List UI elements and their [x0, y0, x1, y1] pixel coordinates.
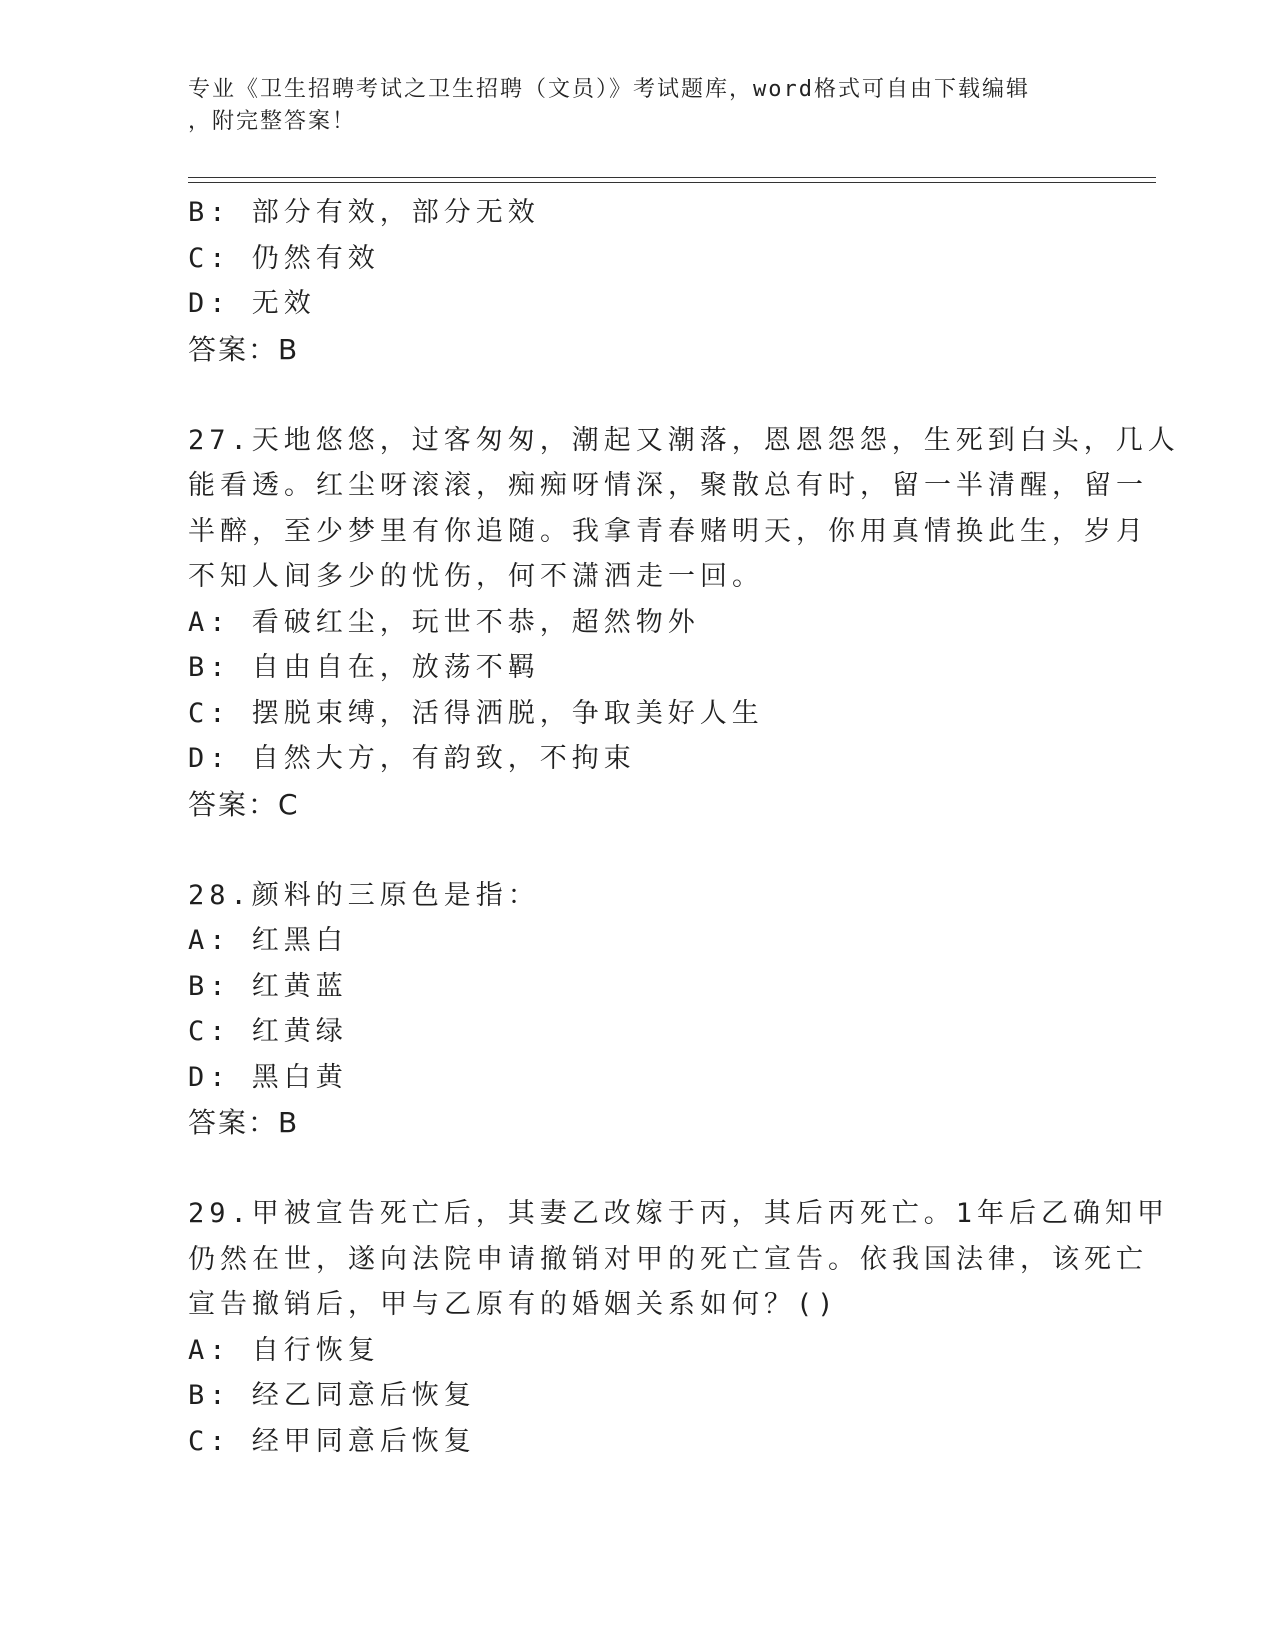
document-header [188, 74, 1068, 138]
question-26-block [188, 190, 1088, 372]
question-26-option-b: B: 部分有效，部分无效 [188, 197, 540, 228]
question-26-option-c: C: 仍然有效 [188, 242, 380, 274]
question-27-text-line-2: 能看透。红尘呀滚滚，痴痴呀情深，聚散总有时，留一半清醒，留一 [188, 470, 1148, 501]
question-26-option-d: D: 无效 [188, 288, 316, 319]
question-28-answer: 答案：B [188, 1106, 300, 1139]
question-29-text-line-1: 29.甲被宣告死亡后，其妻乙改嫁于丙，其后丙死亡。1年后乙确知甲 [188, 1198, 1170, 1229]
question-content [188, 190, 1180, 1464]
header-line-2: ，附完整答案！ [188, 109, 357, 134]
header-line-1: 专业《卫生招聘考试之卫生招聘（文员）》考试题库，word格式可自由下载编辑 [188, 77, 1030, 102]
question-29-option-b: B: 经乙同意后恢复 [188, 1380, 476, 1411]
question-27-block [188, 418, 1180, 828]
header-divider-bottom [188, 182, 1156, 183]
question-27-option-b: B: 自由自在，放荡不羁 [188, 652, 540, 683]
question-27-option-c: C: 摆脱束缚，活得洒脱，争取美好人生 [188, 697, 764, 729]
question-29-text-line-3: 宣告撤销后，甲与乙原有的婚姻关系如何？() [188, 1289, 839, 1320]
question-27-option-a: A: 看破红尘，玩世不恭，超然物外 [188, 606, 700, 638]
question-28-text: 28.颜料的三原色是指： [188, 879, 540, 911]
question-27-answer: 答案：C [188, 787, 300, 821]
spacer [188, 827, 1088, 873]
question-26-answer: 答案：B [188, 332, 300, 366]
question-29-option-a: A: 自行恢复 [188, 1334, 380, 1366]
question-28-block [188, 873, 1088, 1146]
header-divider-top [188, 177, 1156, 178]
question-27-text-line-1: 27.天地悠悠，过客匆匆，潮起又潮落，恩恩怨怨，生死到白头，几人 [188, 424, 1180, 456]
spacer [188, 372, 1088, 418]
question-29-text-line-2: 仍然在世，遂向法院申请撤销对甲的死亡宣告。依我国法律，该死亡 [188, 1243, 1148, 1275]
spacer [188, 1146, 1088, 1192]
question-29-block [188, 1191, 1170, 1464]
question-27-text-line-4: 不知人间多少的忧伤，何不潇洒走一回。 [188, 561, 764, 592]
question-29-option-c: C: 经甲同意后恢复 [188, 1425, 476, 1457]
question-27-option-d: D: 自然大方，有韵致，不拘束 [188, 743, 636, 774]
question-27-text-line-3: 半醉，至少梦里有你追随。我拿青春赌明天，你用真情换此生，岁月 [188, 515, 1148, 547]
question-28-option-b: B: 红黄蓝 [188, 970, 348, 1002]
question-28-option-c: C: 红黄绿 [188, 1016, 348, 1047]
question-28-option-d: D: 黑白黄 [188, 1061, 348, 1093]
question-28-option-a: A: 红黑白 [188, 925, 348, 956]
